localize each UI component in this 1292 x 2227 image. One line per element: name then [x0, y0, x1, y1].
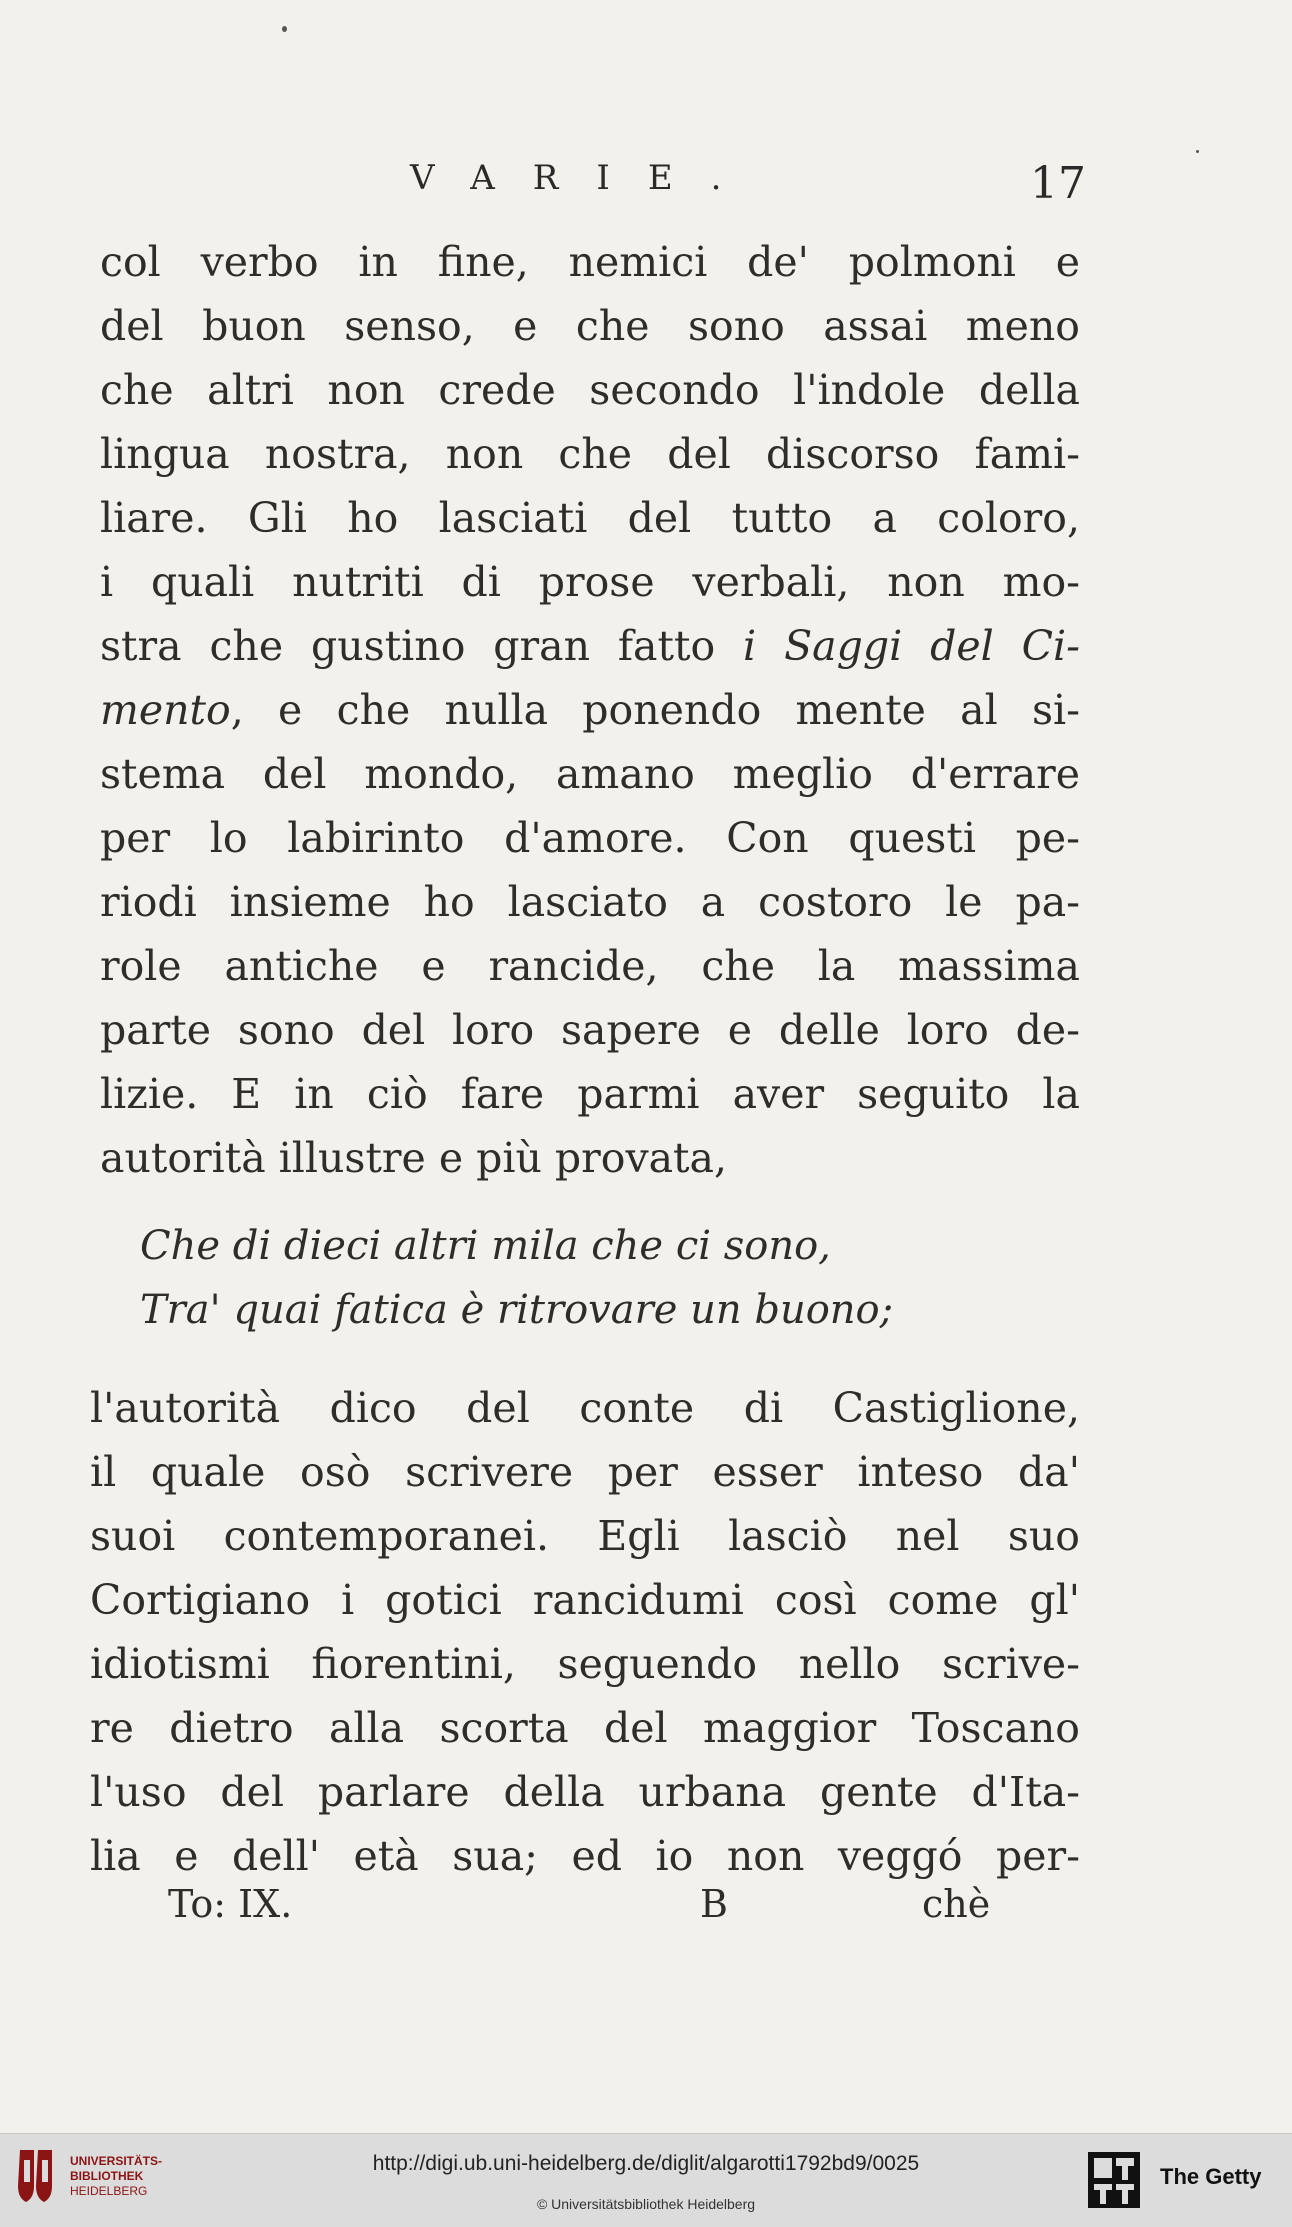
- text-line: parte sono del loro sapere e delle loro de-: [100, 1006, 1080, 1054]
- viewer-footer: [0, 2133, 1292, 2227]
- library-name-line: BIBLIOTHEK: [70, 2169, 144, 2183]
- text-line: stema del mondo, amano meglio d'errare: [100, 750, 1080, 798]
- paragraph-2: [90, 1376, 1080, 1888]
- text-line: l'uso del parlare della urbana gente d'Ita-: [90, 1768, 1080, 1816]
- text-line: i quali nutriti di prose verbali, non mo-: [100, 558, 1080, 606]
- text-segment: stra che gustino gran fatto: [100, 622, 716, 670]
- text-line: Cortigiano i gotici rancidumi così come gl': [90, 1576, 1080, 1624]
- text-line: suoi contemporanei. Egli lasciò nel suo: [90, 1512, 1080, 1560]
- verse-line: Che di dieci altri mila che ci sono,: [140, 1223, 831, 1269]
- running-head: [0, 158, 1292, 218]
- text-line: del buon senso, e che sono assai meno: [100, 302, 1080, 350]
- signature-line: [0, 1882, 1292, 1942]
- text-line: autorità illustre e più provata,: [100, 1134, 728, 1182]
- verse-line: Tra' quai fatica è ritrovare un buono;: [140, 1287, 894, 1333]
- text-line: riodi insieme ho lasciato a costoro le pa-: [100, 878, 1080, 926]
- text-line: [100, 614, 1080, 678]
- ink-speck: [1196, 150, 1199, 153]
- text-line: lingua nostra, non che del discorso fami-: [100, 430, 1080, 478]
- text-line: col verbo in fine, nemici de' polmoni e: [100, 238, 1080, 286]
- text-line: role antiche e rancide, che la massima: [100, 942, 1080, 990]
- text-line: liare. Gli ho lasciati del tutto a coloro,: [100, 494, 1080, 542]
- italic-title-segment: i Saggi del Ci-: [743, 622, 1080, 670]
- text-segment: , e che nulla ponendo mente al si-: [230, 686, 1080, 734]
- signature-mark: B: [700, 1882, 728, 1926]
- running-head-title: VARIE.: [410, 158, 760, 198]
- partner-name: The Getty: [1160, 2164, 1262, 2189]
- text-line: che altri non crede secondo l'indole della: [100, 366, 1080, 414]
- text-line: idiotismi fiorentini, seguendo nello scrive-: [90, 1640, 1080, 1688]
- text-line: il quale osò scrivere per esser inteso da': [90, 1448, 1080, 1496]
- copyright-notice: © Universitätsbibliothek Heidelberg: [536, 2196, 756, 2212]
- italic-title-segment: mento: [100, 686, 231, 734]
- ink-speck: [282, 26, 287, 32]
- text-line: [100, 678, 1080, 742]
- catchword: chè: [922, 1882, 991, 1926]
- page-number: 17: [1030, 158, 1086, 209]
- text-line: l'autorità dico del conte di Castiglione,: [90, 1384, 1080, 1432]
- paragraph-1: [100, 230, 1080, 1190]
- text-line: re dietro alla scorta del maggior Toscano: [90, 1704, 1080, 1752]
- library-name-line: HEIDELBERG: [70, 2184, 148, 2198]
- text-line: lia e dell' età sua; ed io non veggó per-: [90, 1832, 1080, 1880]
- permalink-url[interactable]: http://digi.ub.uni-heidelberg.de/diglit/algarotti1792bd9/0025: [372, 2152, 920, 2175]
- text-line: per lo labirinto d'amore. Con questi pe-: [100, 814, 1080, 862]
- library-name-line: UNIVERSITÄTS-: [70, 2154, 163, 2168]
- volume-mark: To: IX.: [168, 1882, 293, 1926]
- getty-logo-icon[interactable]: [1086, 2150, 1142, 2210]
- text-line: lizie. E in ciò fare parmi aver seguito la: [100, 1070, 1080, 1118]
- verse-quotation: [140, 1214, 1040, 1342]
